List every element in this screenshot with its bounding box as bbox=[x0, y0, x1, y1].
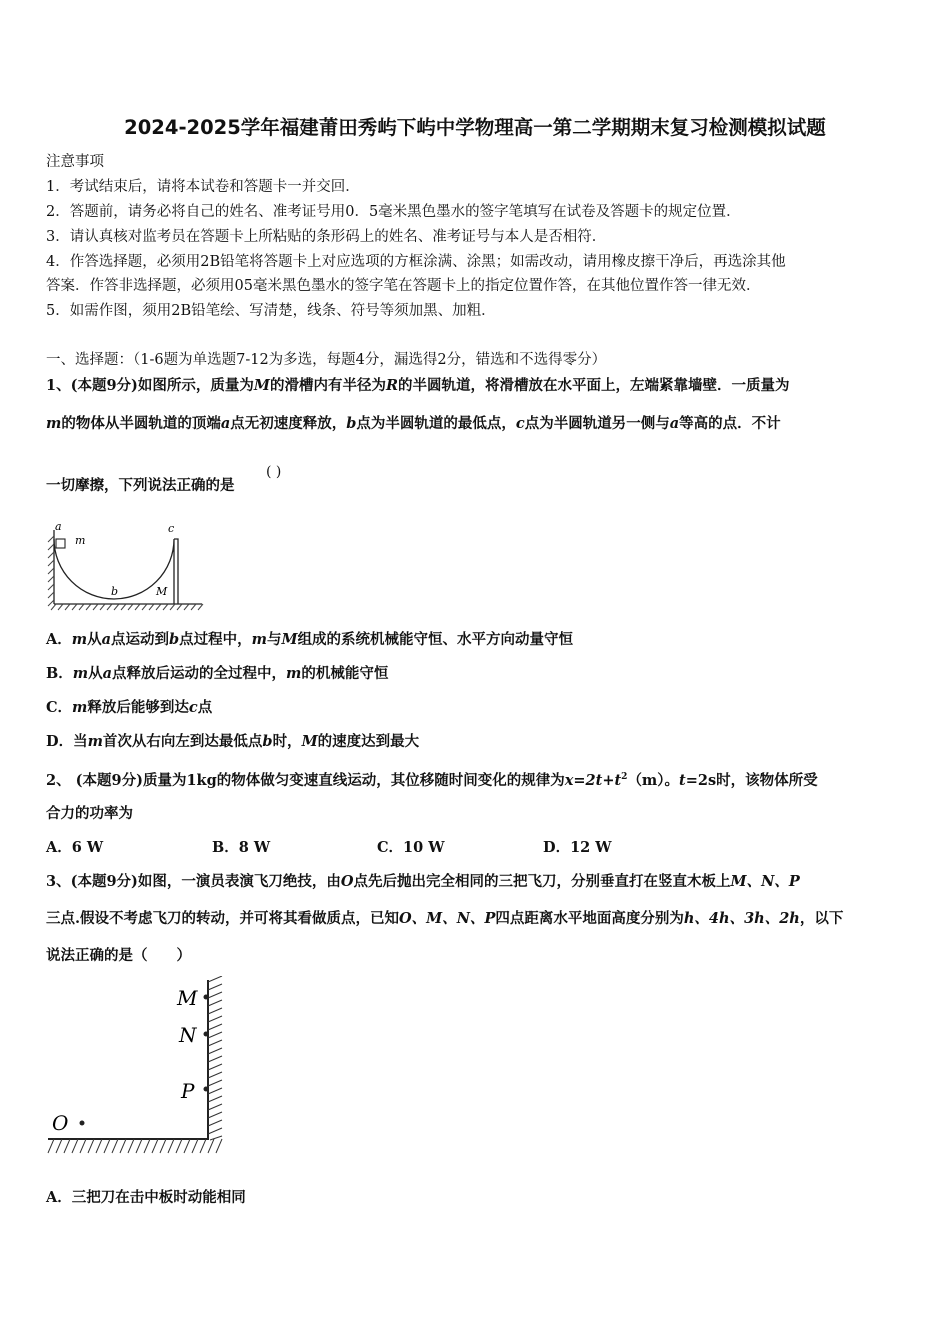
q3-point-N bbox=[204, 1032, 209, 1037]
q3-line-1: 3、(本题9分)如图，一演员表演飞刀绝技，由O点先后抛出完全相同的三把飞刀，分别垂直打在竖直木板上M、N、P bbox=[46, 873, 800, 890]
q3-option-a[interactable]: A．三把刀在击中板时动能相同 bbox=[46, 1189, 246, 1206]
q1-figure bbox=[44, 518, 206, 612]
q3-label-N: N bbox=[179, 1023, 197, 1047]
q1-wall-hatch bbox=[48, 536, 54, 606]
q2-option-c[interactable]: C．10 W bbox=[377, 839, 445, 856]
notice-item-1: 1．考试结束后，请将本试卷和答题卡一并交回． bbox=[46, 179, 360, 195]
notice-item-3: 3．请认真核对监考员在答题卡上所粘贴的条形码上的姓名、准考证号与本人是否相符． bbox=[46, 229, 607, 245]
q3-figure bbox=[44, 976, 234, 1162]
notice-item-4: 4．作答选择题，必须用2B铅笔将答题卡上对应选项的方框涂满、涂黑；如需改动，请用橡皮擦干净后，再选涂其他 bbox=[46, 254, 786, 270]
q1-label-M: M bbox=[156, 585, 168, 598]
q1-ground-hatch bbox=[51, 604, 203, 610]
q3-line-3: 说法正确的是（ ） bbox=[46, 947, 191, 964]
q2-option-a[interactable]: A．6 W bbox=[46, 839, 104, 856]
q1-label-m: m bbox=[75, 534, 86, 547]
q1-option-c[interactable]: C．m释放后能够到达c点 bbox=[46, 699, 213, 716]
q1-option-a[interactable]: A．m从a点运动到b点过程中，m与M组成的系统机械能守恒、水平方向动量守恒 bbox=[46, 631, 574, 648]
q3-label-O: O bbox=[52, 1111, 69, 1135]
q3-label-M: M bbox=[177, 986, 198, 1010]
q1-label-a: a bbox=[55, 520, 62, 533]
q3-line-2: 三点.假设不考虑飞刀的转动，并可将其看做质点，已知O、M、N、P四点距离水平地面高度分别为h、4h、3h、2h，以下 bbox=[46, 910, 844, 927]
notice-item-5: 5．如需作图，须用2B铅笔绘、写清楚，线条、符号等须加黑、加粗． bbox=[46, 303, 496, 319]
page-title: 2024-2025学年福建莆田秀屿下屿中学物理高一第二学期期末复习检测模拟试题 bbox=[124, 116, 826, 139]
q2-line-2: 合力的功率为 bbox=[46, 805, 133, 822]
q2-option-d[interactable]: D．12 W bbox=[543, 839, 612, 856]
q1-answer-paren: ( ) bbox=[266, 464, 282, 480]
q3-point-P bbox=[204, 1087, 209, 1092]
q1-line-2: m的物体从半圆轨道的顶端a点无初速度释放，b点为半圆轨道的最低点，c点为半圆轨道另一侧与a等高的点．不计 bbox=[46, 415, 781, 432]
q1-line-3: 一切摩擦，下列说法正确的是 bbox=[46, 477, 235, 494]
q3-board-hatch bbox=[208, 976, 222, 1140]
section-heading: 一、选择题：（1-6题为单选题7-12为多选，每题4分，漏选得2分，错选和不选得零分） bbox=[46, 352, 607, 368]
q3-ground-hatch bbox=[48, 1139, 222, 1153]
q3-point-M bbox=[204, 995, 209, 1000]
q1-label-c: c bbox=[168, 522, 175, 535]
q1-small-block bbox=[56, 539, 65, 548]
q1-option-d[interactable]: D．当m首次从右向左到达最低点b时，M的速度达到最大 bbox=[46, 733, 420, 750]
q2-option-b[interactable]: B．8 W bbox=[212, 839, 271, 856]
q1-line-1: 1、(本题9分)如图所示，质量为M的滑槽内有半径为R的半圆轨道，将滑槽放在水平面上，左端紧靠墙壁．一质量为 bbox=[46, 377, 790, 394]
q2-line-1: 2、 (本题9分)质量为1kg的物体做匀变速直线运动，其位移随时间变化的规律为$x=2t+t^2(m)$。t=2s时，该物体所受 bbox=[46, 771, 818, 789]
notice-heading: 注意事项 bbox=[46, 154, 104, 170]
q1-label-b: b bbox=[111, 585, 119, 598]
q3-point-O bbox=[80, 1121, 85, 1126]
notice-item-4-cont: 答案．作答非选择题，必须用05毫米黑色墨水的签字笔在答题卡上的指定位置作答，在其他位置作答一律无效． bbox=[46, 278, 761, 294]
notice-item-2: 2．答题前，请务必将自己的姓名、准考证号用0．5毫米黑色墨水的签字笔填写在试卷及答题卡的规定位置． bbox=[46, 204, 741, 220]
q3-label-P: P bbox=[181, 1079, 195, 1103]
q1-option-b[interactable]: B．m从a点释放后运动的全过程中，m的机械能守恒 bbox=[46, 665, 389, 682]
